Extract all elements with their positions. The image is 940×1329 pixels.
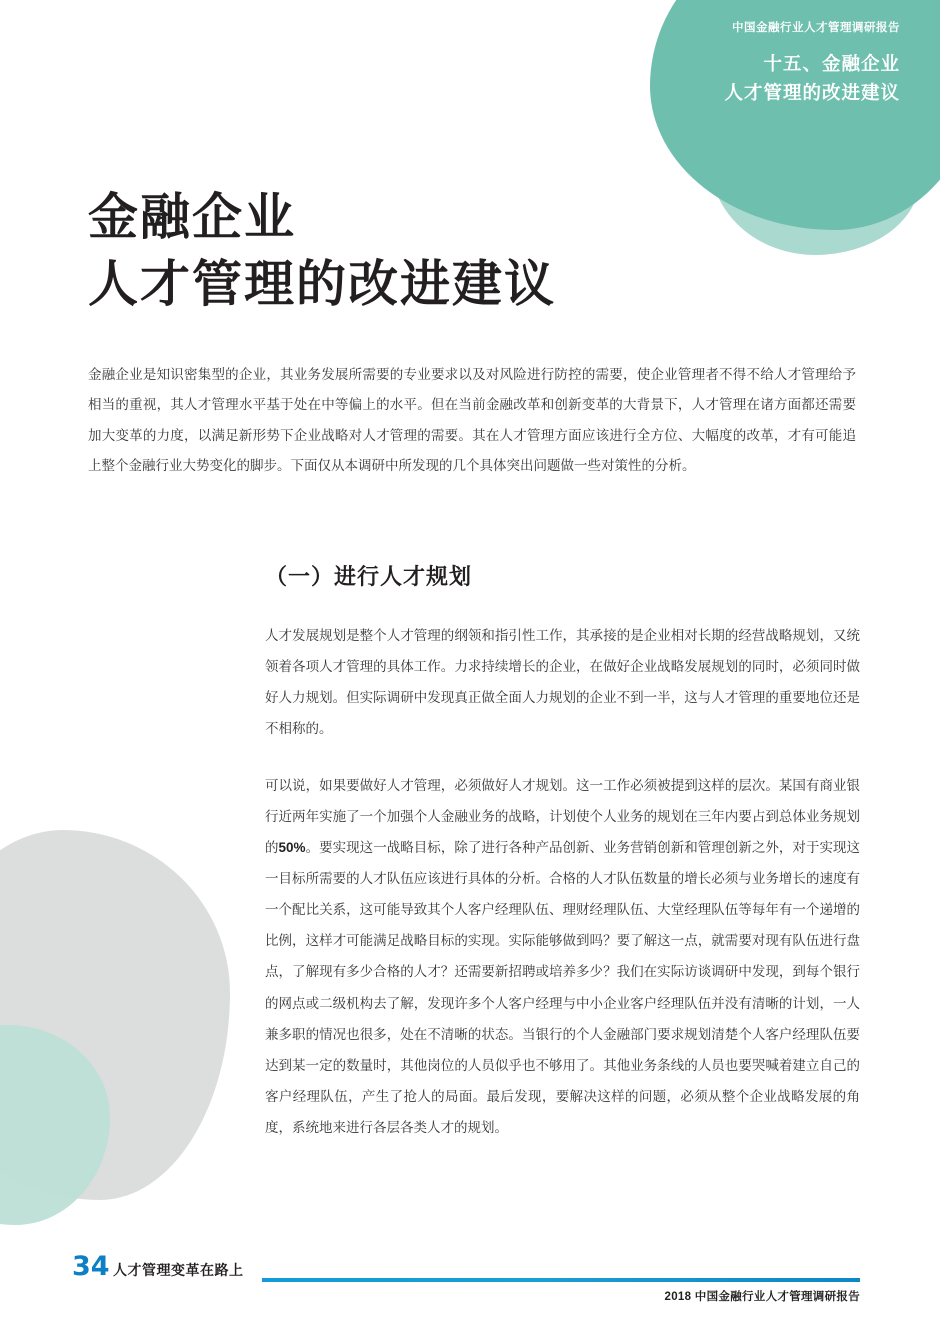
footer-right-label: 2018 中国金融行业人才管理调研报告 <box>664 1291 860 1303</box>
page-title-line1: 金融企业 <box>88 187 296 246</box>
intro-paragraph: 金融企业是知识密集型的企业，其业务发展所需要的专业要求以及对风险进行防控的需要，使企业管理者不得不给人才管理给予相当的重视，其人才管理水平基于处在中等偏上的水平。但在当前金融改革和创新变革的大背景下，人才管理在诸方面都还需要加大变革的力度，以满足新形势下企业战略对人才管理的需要。其在人才管理方面应该进行全方位、大幅度的改革，才有可能追上整个金融行业大势变化的脚步。下面仅从本调研中所发现的几个具体突出问题做一些对策性的分析。 <box>88 367 856 474</box>
page-header <box>610 20 900 107</box>
footer-divider <box>262 1278 860 1282</box>
header-chapter-title <box>610 50 900 107</box>
body-paragraph-2 <box>265 770 860 1143</box>
page-title-line2: 人才管理的改进建议 <box>88 255 556 313</box>
section-heading: （一）进行人才规划 <box>265 565 473 590</box>
header-kicker: 中国金融行业人才管理调研报告 <box>732 22 900 34</box>
page-footer <box>0 1251 940 1303</box>
body-paragraph-2-highlight: 50% <box>278 840 306 856</box>
body-paragraph-2-part-a: 可以说，如果要做好人才管理，必须做好人才规划。这一工作必须被提到这样的层次。某国有商业银行近两年实施了一个加强个人金融业务的战略，计划使个人业务的规划在三年内要占到总体业务规划的 <box>265 778 860 856</box>
body-column <box>265 620 860 1143</box>
header-chapter-title-line1: 十五、金融企业 <box>763 53 900 75</box>
page-title <box>88 184 556 319</box>
footer-left-label: 人才管理变革在路上 <box>113 1262 244 1278</box>
header-chapter-title-line2: 人才管理的改进建议 <box>724 81 900 103</box>
page-number: 34 <box>72 1251 110 1282</box>
body-paragraph-2-part-b: 。要实现这一战略目标，除了进行各种产品创新、业务营销创新和管理创新之外，对于实现这一目标所需要的人才队伍应该进行具体的分析。合格的人才队伍数量的增长必须与业务增长的速度有一个配比关系，这可能导致其个人客户经理队伍、理财经理队伍、大堂经理队伍等每年有一个递增的比例，这样才可能满足战略目标的实现。实际能够做到吗？要了解这一点，就需要对现有队伍进行盘点，了解现有多少合格的人才？还需要新招聘或培养多少？我们在实际访谈调研中发现，到每个银行的网点或二级机构去了解，发现许多个人客户经理与中小企业客户经理队伍并没有清晰的计划，一人兼多职的情况也很多，处在不清晰的状态。当银行的个人金融部门要求规划清楚个人客户经理队伍要达到某一定的数量时，其他岗位的人员似乎也不够用了。其他业务条线的人员也要哭喊着建立自己的客户经理队伍，产生了抢人的局面。最后发现，要解决这样的问题，必须从整个企业战略发展的角度，系统地来进行各层各类人才的规划。 <box>265 840 861 1135</box>
body-paragraph-1: 人才发展规划是整个人才管理的纲领和指引性工作，其承接的是企业相对长期的经营战略规划，又统领着各项人才管理的具体工作。力求持续增长的企业，在做好企业战略发展规划的同时，必须同时做好人力规划。但实际调研中发现真正做全面人力规划的企业不到一半，这与人才管理的重要地位还是不相称的。 <box>265 628 860 737</box>
